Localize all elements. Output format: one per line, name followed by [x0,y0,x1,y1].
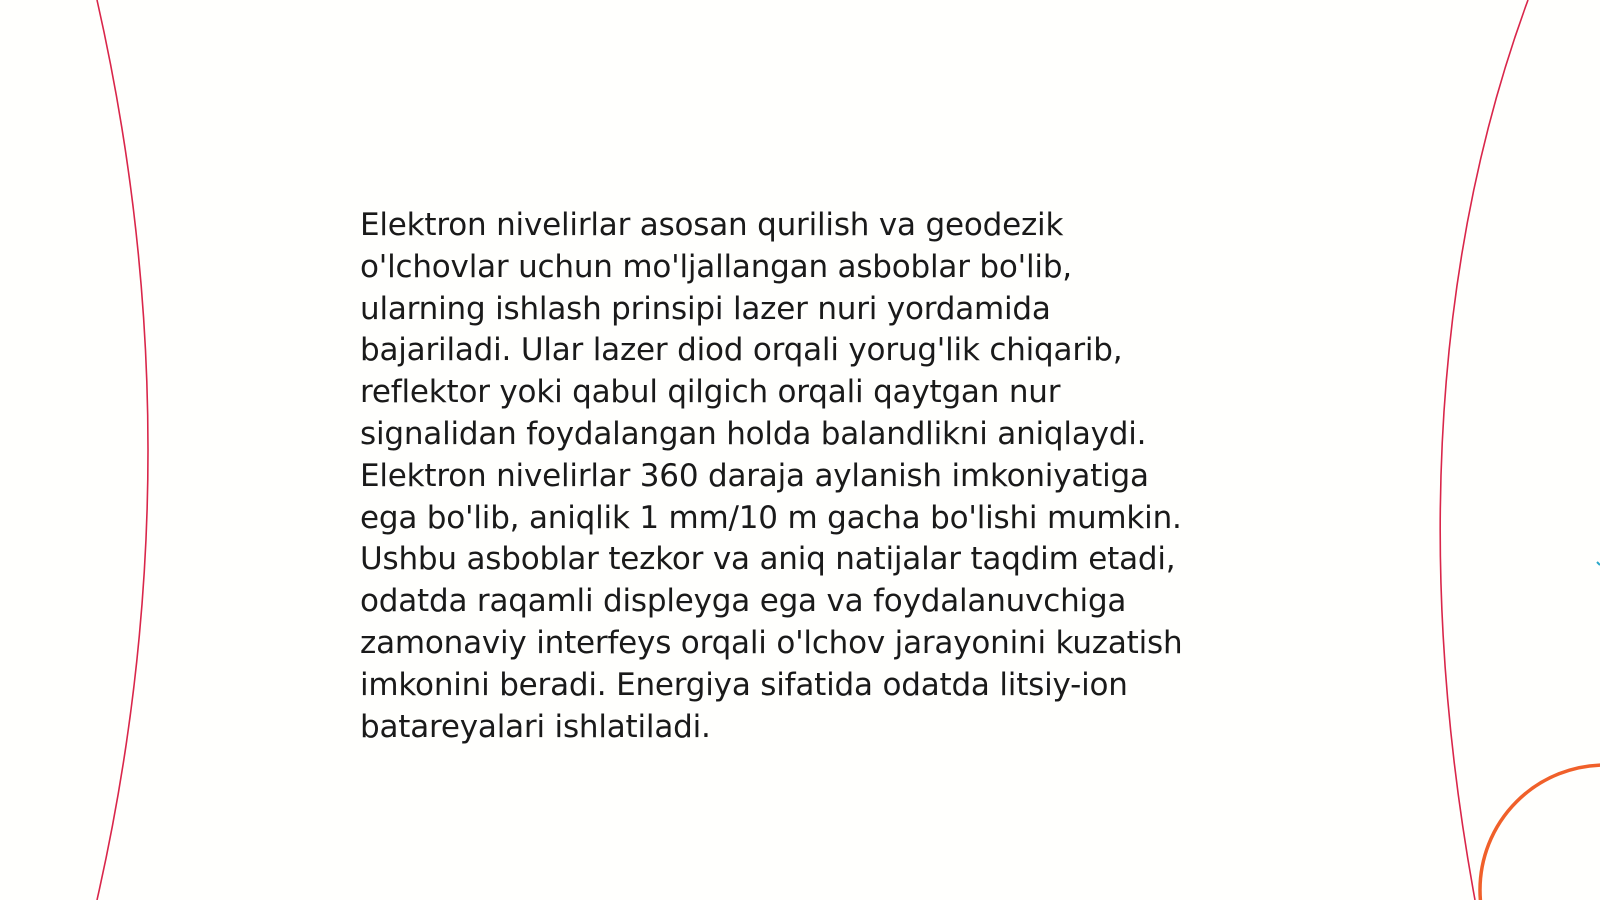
left-curve-line [97,0,148,900]
paragraph-line: imkonini beradi. Energiya sifatida odatda litsiy-ion [360,666,1128,703]
paragraph-line: ega bo'lib, aniqlik 1 mm/10 m gacha bo'lishi mumkin. [360,499,1182,536]
paragraph-line: zamonaviy interfeys orqali o'lchov jarayonini kuzatish [360,624,1183,661]
paragraph-line: batareyalari ishlatiladi. [360,708,711,745]
paragraph-line: odatda raqamli displeyga ega va foydalanuvchiga [360,583,1127,620]
paragraph-line: ularning ishlash prinsipi lazer nuri yordamida [360,290,1051,327]
paragraph-line: Elektron nivelirlar asosan qurilish va geodezik [360,207,1064,243]
paragraph-line: Elektron nivelirlar 360 daraja aylanish imkoniyatiga [360,457,1149,494]
paragraph-line: signalidan foydalangan holda balandlikni aniqlaydi. [360,415,1147,452]
body-paragraph [360,205,1240,748]
paragraph-line: reflektor yoki qabul qilgich orqali qaytgan nur [360,374,1061,411]
paragraph-line: o'lchovlar uchun mo'ljallangan asboblar bo'lib, [360,248,1072,285]
right-curve-line [1440,0,1528,900]
paragraph-line: Ushbu asboblar tezkor va aniq natijalar taqdim etadi, [360,541,1176,578]
orange-circle-outline [1480,765,1600,900]
paragraph-line: bajariladi. Ular lazer diod orqali yorug'lik chiqarib, [360,332,1123,369]
